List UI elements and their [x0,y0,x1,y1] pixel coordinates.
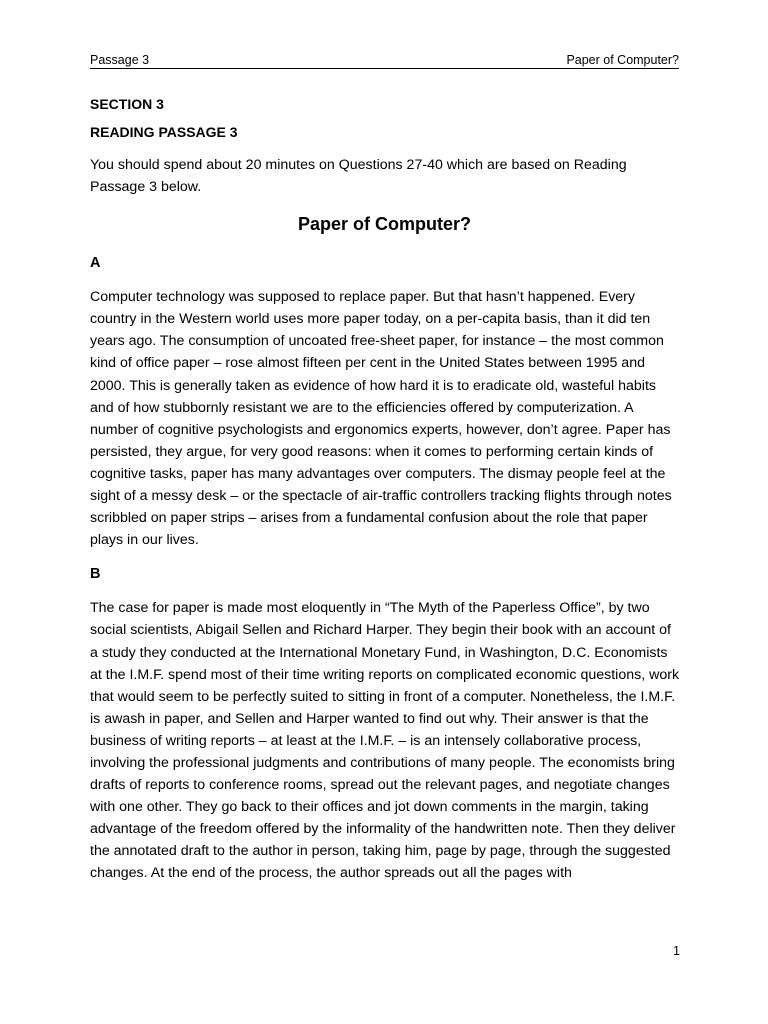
running-header [90,48,679,68]
passage-title: Paper of Computer? [297,214,471,235]
page-number: 1 [673,944,680,958]
paragraph-b-text: The case for paper is made most eloquently in “The Myth of the Paperless Office”, by two social scientists, Abigail Sellen and Richard Harper. They begin their book with an account of a study they conducted at the International Monetary Fund, in Washington, D.C. Economists at the I.M.F. spend most of their time writing reports on complicated economic questions, work that would seem to be perfectly suited to sitting in front of a computer. Nonetheless, the I.M.F. is awash in paper, and Sellen and Harper wanted to find out why. Their answer is that the business of writing reports – at least at the I.M.F. – is an intensely collaborative process, involving the professional judgments and contributions of many people. The economists bring drafts of reports to conference rooms, spread out the relevant pages, and negotiate changes with one other. They go back to their offices and jot down comments in the margin, taking advantage of the freedom offered by the informality of the handwritten note. Then they deliver the annotated draft to the author in person, taking him, page by page, through the suggested changes. At the end of the process, the author spreads out all the pages with [90,600,680,882]
paragraph-letter-b: B [90,566,101,583]
header-passage-label: Passage 3 [90,53,150,67]
document-body [90,93,679,885]
header-rule [90,68,679,69]
paragraph-letter-a: A [90,255,101,272]
paragraph-a-text: Computer technology was supposed to replace paper. But that hasn’t happened. Every country in the Western world uses more paper today, on a per-capita basis, than it did ten years ago. The consumption of uncoated free-sheet paper, for instance – the most common kind of office paper – rose almost fifteen per cent in the United States between 1995 and 2000. This is generally taken as evidence of how hard it is to eradicate old, wasteful habits and of how stubbornly resistant we are to the efficiencies offered by computerization. A number of cognitive psychologists and ergonomics experts, however, don’t agree. Paper has persisted, they argue, for very good reasons: when it comes to performing certain kinds of cognitive tasks, paper has many advantages over computers. The dismay people feel at the sight of a messy desk – or the spectacle of air-traffic controllers tracking flights through notes scribbled on paper strips – arises from a fundamental confusion about the role that paper plays in our lives. [90,289,672,549]
instructions-text: You should spend about 20 minutes on Questions 27-40 which are based on Reading Passage 3 below. [90,157,627,196]
section-heading: SECTION 3 [90,96,164,112]
header-title: Paper of Computer? [566,53,679,67]
passage-heading: READING PASSAGE 3 [90,124,238,140]
